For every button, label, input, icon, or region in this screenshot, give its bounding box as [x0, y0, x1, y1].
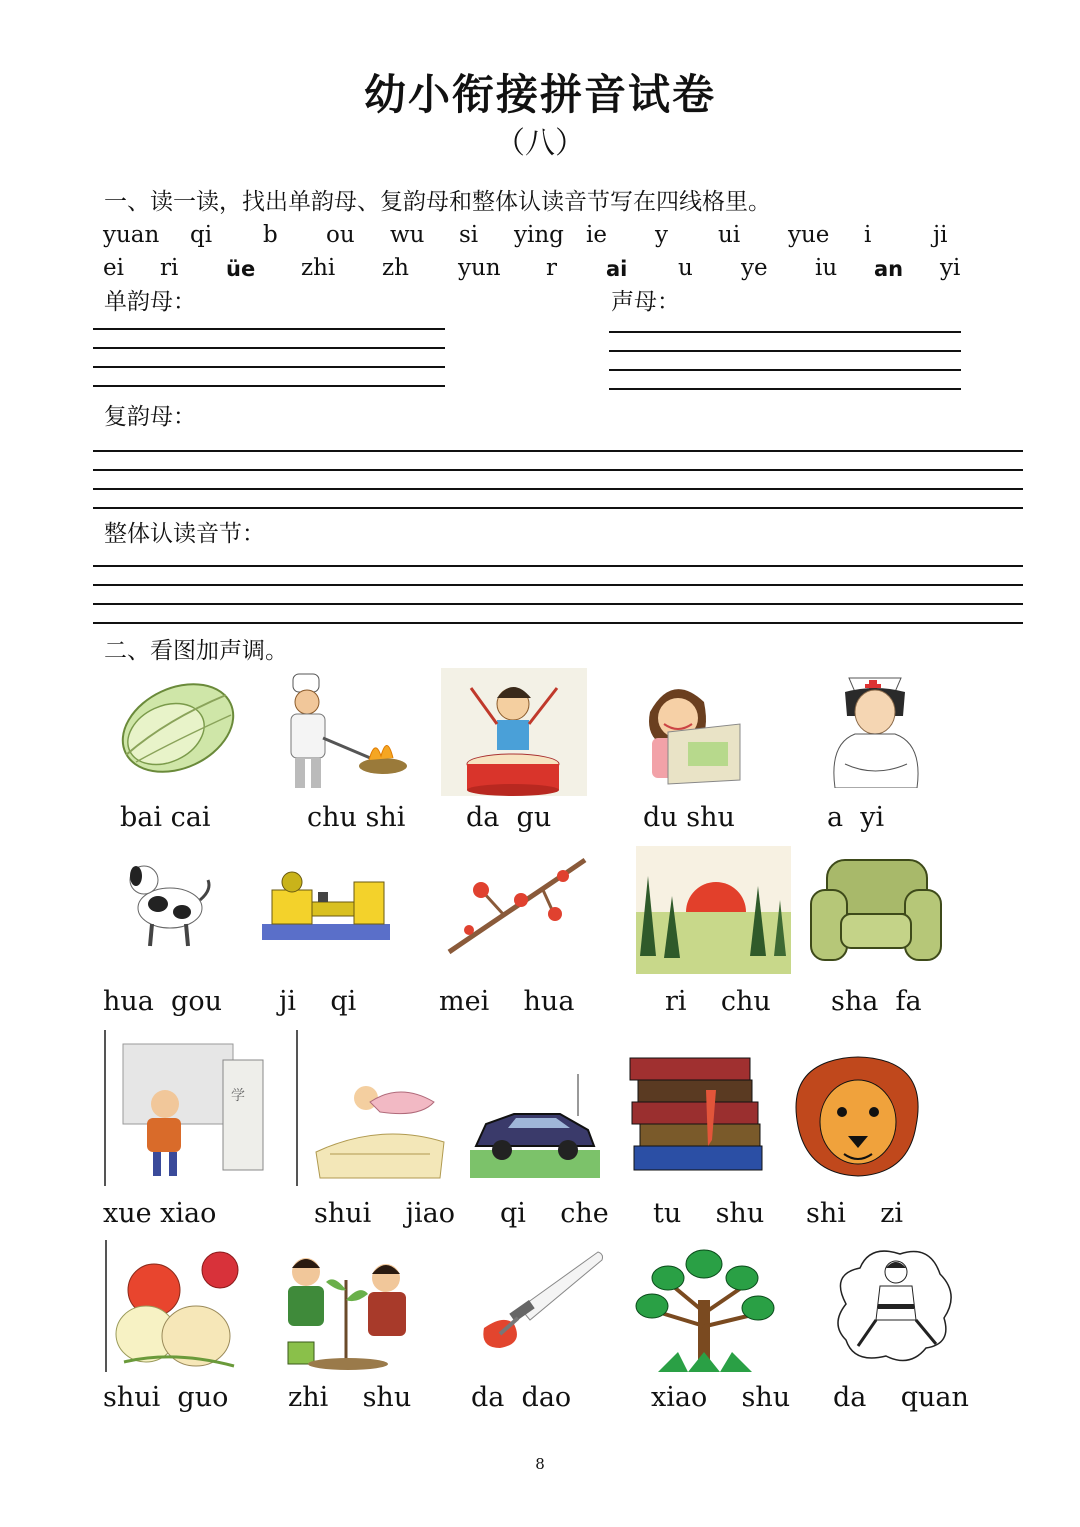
pinyin-label: sha fa — [831, 986, 922, 1017]
broadsword-icon — [470, 1244, 608, 1362]
spotted-dog-icon — [118, 850, 214, 950]
pinyin-item: yun — [458, 255, 501, 281]
pinyin-item: y — [655, 222, 668, 248]
pinyin-label: da quan — [833, 1382, 969, 1413]
car-icon — [470, 1068, 600, 1178]
pinyin-item: si — [459, 222, 479, 248]
pinyin-item: üe — [226, 257, 256, 281]
small-tree-icon — [628, 1242, 782, 1374]
pinyin-label: xiao shu — [651, 1382, 791, 1413]
pinyin-label: shui guo — [103, 1382, 229, 1413]
chef-icon — [265, 668, 413, 796]
martial-arts-icon — [830, 1244, 956, 1370]
pinyin-label: du shu — [643, 802, 735, 833]
section2-heading: 二、看图加声调。 — [104, 638, 288, 664]
pinyin-label: da gu — [466, 802, 552, 833]
pinyin-item: zhi — [301, 255, 336, 281]
pinyin-item: b — [263, 222, 278, 248]
page-title: 幼小衔接拼音试卷 — [363, 70, 716, 119]
pinyin-label: shi zi — [806, 1198, 904, 1229]
fruit-icon — [104, 1240, 250, 1372]
reading-girl-icon — [628, 672, 748, 790]
chinese-cabbage-icon — [106, 670, 246, 782]
pinyin-item: u — [678, 255, 693, 281]
pinyin-item: ui — [718, 222, 741, 248]
pinyin-item: ri — [160, 255, 179, 281]
pinyin-item: ye — [741, 255, 768, 281]
pinyin-item: i — [864, 222, 872, 248]
pinyin-item: ei — [103, 255, 124, 281]
pinyin-label: hua gou — [103, 986, 222, 1017]
pinyin-label: da dao — [471, 1382, 572, 1413]
pinyin-item: zh — [382, 255, 409, 281]
machine-icon — [258, 862, 394, 946]
pinyin-item: qi — [190, 222, 213, 248]
pinyin-label: ji qi — [279, 986, 357, 1017]
pinyin-item: ai — [606, 257, 628, 281]
books-icon — [626, 1050, 772, 1182]
sunrise-icon — [636, 846, 791, 974]
pinyin-item: an — [874, 257, 904, 281]
lion-icon — [788, 1056, 926, 1178]
drum-icon — [441, 668, 587, 796]
pinyin-label: tu shu — [653, 1198, 765, 1229]
pinyin-label: zhi shu — [288, 1382, 412, 1413]
section1-heading: 一、读一读，找出单韵母、复韵母和整体认读音节写在四线格里。 — [104, 189, 771, 215]
pinyin-item: ji — [933, 222, 948, 248]
pinyin-label: shui jiao — [314, 1198, 455, 1229]
label-single-finals: 单韵母： — [104, 289, 196, 315]
pinyin-item: r — [546, 255, 557, 281]
pinyin-label: bai cai — [120, 802, 211, 833]
pinyin-item: ou — [326, 222, 355, 248]
sleeping-child-icon — [310, 1062, 450, 1180]
page-subtitle: （八） — [495, 126, 585, 161]
pinyin-label: ri chu — [665, 986, 771, 1017]
pinyin-label: xue xiao — [103, 1198, 217, 1229]
planting-tree-icon — [268, 1250, 424, 1372]
sofa-icon — [805, 852, 947, 970]
page-number: 8 — [535, 1455, 545, 1473]
plum-blossom-icon — [443, 852, 589, 960]
pinyin-item: wu — [390, 222, 425, 248]
pinyin-label: chu shi — [307, 802, 406, 833]
pinyin-item: ie — [586, 222, 607, 248]
pinyin-item: yuan — [103, 222, 160, 248]
svg-text:学: 学 — [231, 1088, 245, 1104]
pinyin-item: iu — [815, 255, 838, 281]
pinyin-label: a yi — [827, 802, 885, 833]
label-whole-syllables: 整体认读音节： — [104, 521, 265, 547]
nurse-icon — [815, 668, 937, 788]
pinyin-item: ying — [514, 222, 564, 248]
label-compound-finals: 复韵母： — [104, 404, 196, 430]
pinyin-item: yue — [788, 222, 830, 248]
label-initials: 声母： — [611, 289, 680, 315]
pinyin-item: yi — [940, 255, 961, 281]
pinyin-label: mei hua — [439, 986, 575, 1017]
pinyin-label: qi che — [500, 1198, 609, 1229]
school-icon — [103, 1030, 299, 1186]
